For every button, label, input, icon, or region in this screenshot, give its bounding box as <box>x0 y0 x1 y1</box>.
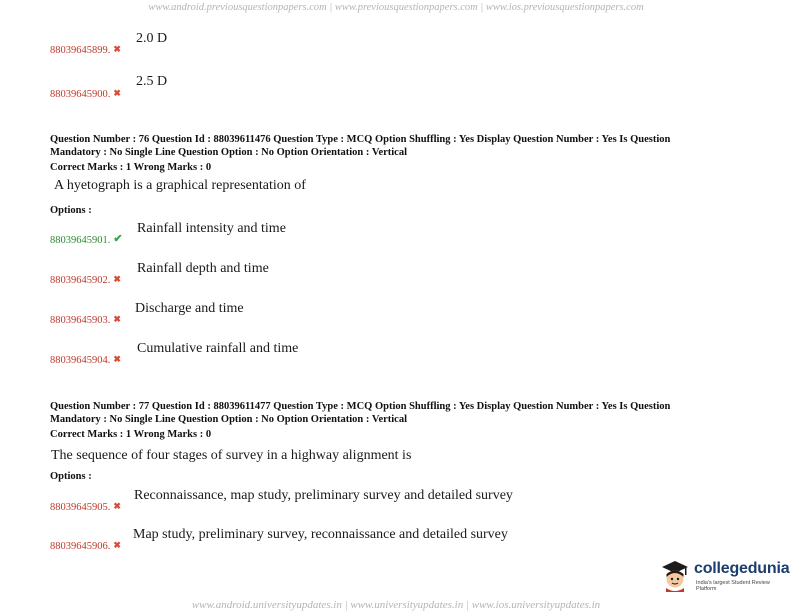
option-text: Map study, preliminary survey, reconnaissance and detailed survey <box>133 527 508 542</box>
option-row <box>50 31 168 58</box>
check-mark-icon: ✔ <box>113 233 123 245</box>
option-id: 88039645906. <box>50 541 111 552</box>
option-id: 88039645903. <box>50 315 111 326</box>
option-row <box>50 341 299 368</box>
cross-mark-icon: ✖ <box>113 314 121 324</box>
question-header-line2: Mandatory : No Single Line Question Option : No Option Orientation : Vertical <box>50 414 408 425</box>
cross-mark-icon: ✖ <box>113 274 121 284</box>
option-row <box>50 74 168 102</box>
option-row <box>50 301 244 328</box>
cross-mark-icon: ✖ <box>113 540 121 550</box>
cross-mark-icon: ✖ <box>113 501 121 511</box>
question-text: The sequence of four stages of survey in a highway alignment is <box>51 448 412 463</box>
question-text: A hyetograph is a graphical representation of <box>54 178 306 193</box>
option-id: 88039645900. <box>50 89 111 100</box>
cross-mark-icon: ✖ <box>113 354 121 364</box>
watermark-bottom: www.android.universityupdates.in | www.universityupdates.in | www.ios.universityupdates.in <box>191 599 601 611</box>
option-row <box>50 527 508 554</box>
option-id: 88039645899. <box>50 45 111 56</box>
option-id: 88039645904. <box>50 355 111 366</box>
question-header <box>50 133 750 159</box>
marks-info: Correct Marks : 1 Wrong Marks : 0 <box>50 429 212 440</box>
option-id: 88039645901. <box>50 235 111 246</box>
logo-tagline: India's largest Student Review Platform <box>696 580 770 592</box>
logo-brand: collegedunia <box>694 560 790 577</box>
option-row <box>50 488 513 515</box>
option-id: 88039645902. <box>50 275 111 286</box>
graduate-mascot-icon <box>658 558 692 592</box>
option-text: Reconnaissance, map study, preliminary survey and detailed survey <box>134 488 513 503</box>
options-label: Options : <box>50 471 92 482</box>
options-label: Options : <box>50 205 92 216</box>
collegedunia-logo <box>656 556 790 596</box>
option-text: Rainfall depth and time <box>137 261 269 276</box>
cross-mark-icon: ✖ <box>113 44 121 54</box>
option-text: Discharge and time <box>135 301 244 316</box>
question-header <box>50 400 750 426</box>
question-header-line1: Question Number : 76 Question Id : 88039611476 Question Type : MCQ Option Shuffling : Yes Display Question Number : Yes Is Question <box>50 134 671 145</box>
option-row <box>50 221 286 248</box>
question-header-line2: Mandatory : No Single Line Question Option : No Option Orientation : Vertical <box>50 147 408 158</box>
cross-mark-icon: ✖ <box>113 88 121 98</box>
option-id: 88039645905. <box>50 502 111 513</box>
watermark-top: www.android.previousquestionpapers.com | www.previousquestionpapers.com | www.ios.previousquestionpapers.com <box>148 2 644 13</box>
option-text: 2.5 D <box>136 74 168 89</box>
option-text: Rainfall intensity and time <box>137 221 286 236</box>
option-text: Cumulative rainfall and time <box>137 341 299 356</box>
question-header-line1: Question Number : 77 Question Id : 88039611477 Question Type : MCQ Option Shuffling : Yes Display Question Number : Yes Is Question <box>50 401 671 412</box>
marks-info: Correct Marks : 1 Wrong Marks : 0 <box>50 162 212 173</box>
option-text: 2.0 D <box>136 31 168 46</box>
option-row <box>50 261 269 288</box>
